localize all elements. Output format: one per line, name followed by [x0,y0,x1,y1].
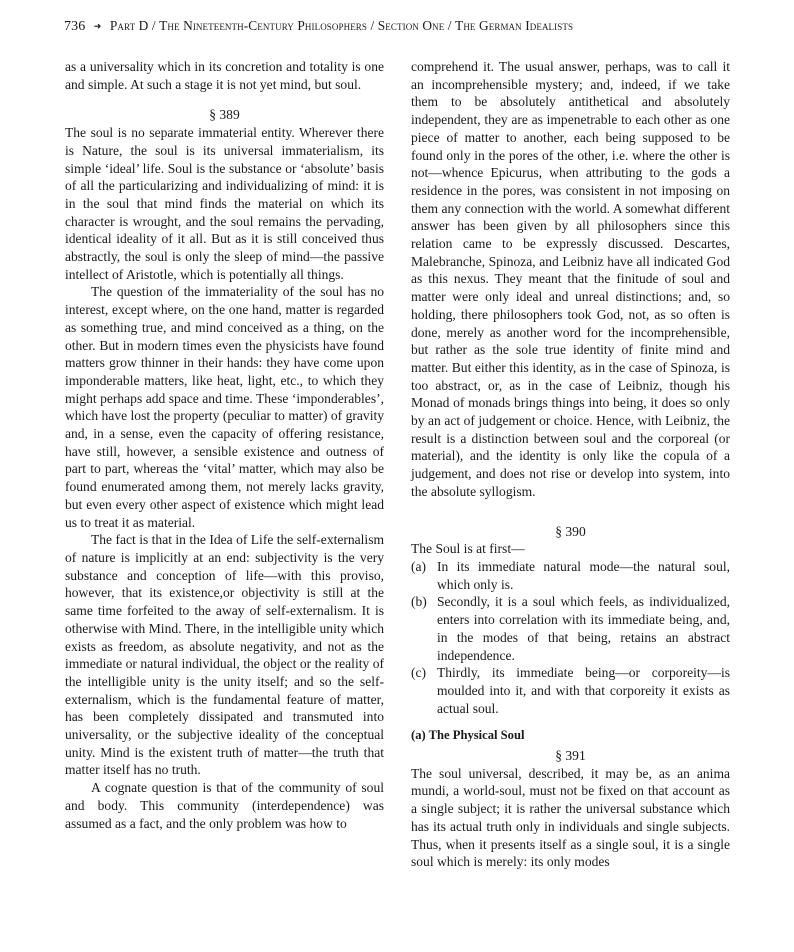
list-item [411,593,730,664]
paragraph: comprehend it. The usual answer, perhaps, was to call it an incomprehensible mystery; and, indeed, if we take them to be absolutely antithetical and absolutely independent, they are as impenetrable to each other as one piece of matter to another, each being supposed to be found only in the pores of the other, i.e. where the other is not—whence Epicurus, when attributing to the gods a residence in the pores, was consistent in not imposing on them any connection with the world. A somewhat different answer has been given by all philosophers since this relation came to be expressly discussed. Descartes, Malebranche, Spinoza, and Leibniz have all indicated God as this nexus. They meant that the finitude of soul and matter were only ideal and unreal distinctions; and, so holding, there philosophers took God, not, as so often is done, merely as another word for the incomprehensible, but rather as the sole true identity of finite mind and matter. But either this identity, as in the case of Spinoza, is too abstract, or, as in the case of Leibniz, though his Monad of monads brings things into being, it does so only by an act of judgement or choice. Hence, with Leibniz, the result is a distinction between soul and the corporeal (or material), and the identity is only like the copula of a judgement, and does not rise or develop into system, into the absolute syllogism. [411,59,730,499]
header-separator: / [151,18,156,33]
paragraph: A cognate question is that of the community of soul and body. This community (interdependence) was assumed as a fact, and the only problem was how to [65,780,384,831]
header-section: Section One [377,18,445,33]
list-item [411,664,730,717]
section-intro: The Soul is at first— [411,541,525,557]
section-heading-389: § 389 [209,107,240,123]
list-item-text: Secondly, it is a soul which feels, as individualized, enters into correlation with its immediate being, and, in the modes of that being, retains an abstract independence. [437,594,730,663]
paragraph: as a universality which in its concretion and totality is one and simple. At such a stage it is not yet mind, but soul. [65,59,384,92]
section-heading-390: § 390 [555,523,586,539]
list-item-text: Thirdly, its immediate being—or corporeity—is moulded into it, and with that corporeity it exists as actual soul. [437,665,730,716]
paragraph: The question of the immateriality of the soul has no interest, except where, on the one hand, matter is regarded as something true, and mind conceived as a thing, on the other. But in modern times even the physicists have found matters grow thinner in their hands: they have come upon imponderable matters, like heat, light, etc., to which they might perhaps add space and time. These ‘imponderables’, which have lost the property (peculiar to matter) of gravity and, in a sense, even the capacity of offering resistance, have still, however, a sensible existence and outness of part to part, whereas the ‘vital’ matter, which may also be found enumerated among them, not merely lacks gravity, but even every other aspect of existence which might lead us to treat it as material. [65,284,384,530]
paragraph: The soul is no separate immaterial entity. Wherever there is Nature, the soul is its universal immaterialism, its simple ‘ideal’ life. Soul is the substance or ‘absolute’ basis of all the particularizing and individualizing of mind: it is in the soul that mind finds the material on which its character is wrought, and the soul remains the pervading, identical ideality of it all. But as it is still conceived thus abstractly, the soul is only the sleep of mind—the passive intellect of Aristotle, which is potentially all things. [65,125,384,282]
header-title: The Nineteenth-Century Philosophers [159,18,368,33]
list-marker: (b) [411,594,427,610]
paragraph: The soul universal, described, it may be, as an anima mundi, a world-soul, must not be fixed on that account as a single subject; it is rather the universal substance which has its actual truth only in individuals and single subjects. Thus, when it presents itself as a single soul, it is a single soul which is merely: its only modes [411,765,730,870]
running-header [64,18,736,35]
arrow-icon: ➜ [93,21,102,31]
page-number: 736 [64,19,86,34]
list-item-text: In its immediate natural mode—the natural soul, which only is. [437,558,730,592]
list-marker: (c) [411,665,427,681]
right-column [411,58,730,871]
paragraph: The fact is that in the Idea of Life the self-externalism of nature is implicitly at an end: subjectivity is the very substance and conception of life—with this proviso, however, that its existence,or objectivity is still at the same time forfeited to the away of self-externalism. It is otherwise with Mind. There, in the intelligible unity which exists as freedom, as absolute negativity, and not as the immediate or natural individual, the object or the reality of the intelligible unity is the unity itself; and so the self-externalism, which is the fundamental feature of matter, has been completely dissipated and transmuted into universality, or the subjective ideality of the conceptual unity. Mind is the existent truth of matter—the truth that matter itself has no truth. [65,532,384,778]
header-separator: / [370,18,375,33]
list-item [411,558,730,593]
left-column [65,58,384,832]
header-subsection: The German Idealists [455,18,574,33]
section-heading-391: § 391 [555,748,586,764]
enumerated-list [411,558,730,717]
header-part: Part D [109,18,149,33]
header-separator: / [447,18,452,33]
subheading: (a) The Physical Soul [411,728,525,743]
list-marker: (a) [411,558,427,574]
